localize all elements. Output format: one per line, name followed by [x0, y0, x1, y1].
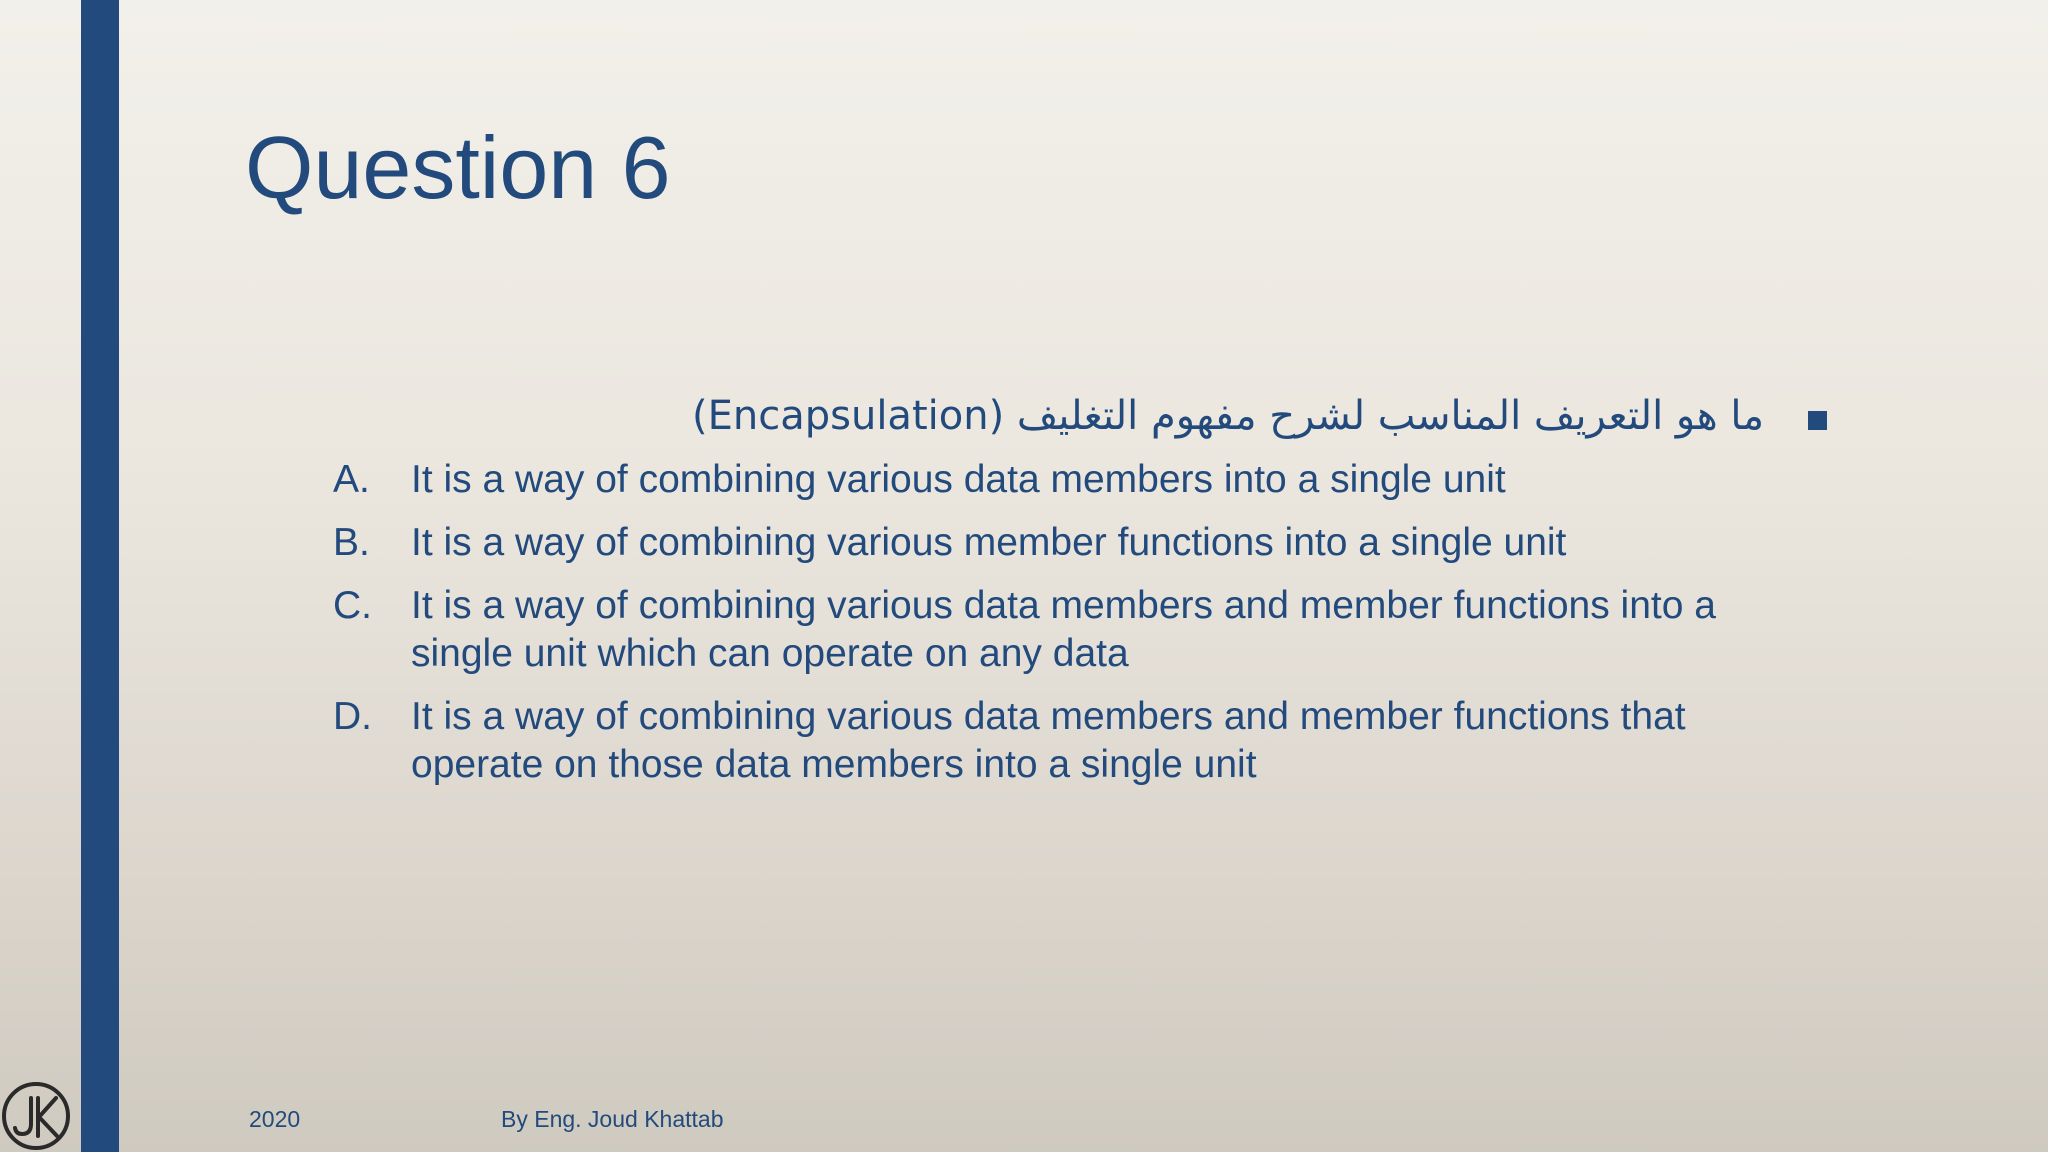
option-text: It is a way of combining various data members into a single unit [411, 458, 1506, 501]
option-letter: A. [333, 458, 370, 501]
question-text: ما هو التعريف المناسب لشرح مفهوم التغليف (Encapsulation) [692, 393, 1764, 439]
square-bullet-icon [1808, 411, 1827, 430]
footer-author: By Eng. Joud Khattab [501, 1106, 724, 1132]
option-d [333, 693, 1813, 789]
option-letter: D. [333, 695, 372, 738]
answer-options [333, 456, 1813, 804]
option-b [333, 519, 1813, 567]
option-text: It is a way of combining various data members and member functions that operate on those data members into a single unit [411, 695, 1686, 786]
accent-bar [81, 0, 119, 1152]
slide-title: Question 6 [245, 118, 671, 217]
question-line [600, 388, 1830, 444]
option-a [333, 456, 1813, 504]
jk-monogram-logo-icon [0, 1080, 72, 1152]
option-letter: B. [333, 521, 370, 564]
option-text: It is a way of combining various member functions into a single unit [411, 521, 1567, 564]
option-text: It is a way of combining various data members and member functions into a single unit which can operate on any data [411, 584, 1716, 675]
option-letter: C. [333, 584, 372, 627]
footer-year: 2020 [249, 1106, 301, 1132]
option-c [333, 582, 1813, 678]
